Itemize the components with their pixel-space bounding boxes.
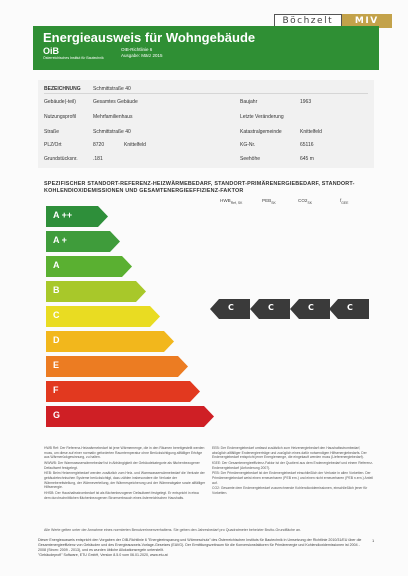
energy-class-bar <box>46 306 160 327</box>
definitions <box>44 446 374 528</box>
guideline-edition: Ausgabe: März 2015 <box>121 53 163 58</box>
certificate-header <box>33 26 379 70</box>
note-wwwb: WWWB: Der Warmwasserwärmebedarf ist in Abhängigkeit der Gebäudekategorie als flächenbezogener Defaultwert festgelegt. <box>44 460 200 470</box>
energy-class-bar <box>46 356 188 377</box>
label-year-built: Baujahr <box>240 99 258 105</box>
note-peb: PEB: Der Primärenergiebedarf ist der Endenergiebedarf einschließlich der Verluste in allen Vorketten. Der Primärenergiebedarf weist einen erneuerbaren (PEB ern.) und einen nicht erneuerbaren (PEB n.ern.) Anteil auf. <box>212 471 373 485</box>
energy-class-label: E <box>53 360 60 370</box>
energy-class-bar <box>46 231 120 252</box>
label-usage-profile: Nutzungsprofil <box>44 114 76 120</box>
energy-class-label: F <box>53 385 59 395</box>
rating-indicator-label: C <box>308 303 314 312</box>
energy-class-arrow <box>46 331 174 352</box>
note-hhsb: HHSB: Der Haushaltsstrombedarf ist als flächenbezogener Defaultwert festgelegt. Er entspricht in etwa dem durchschnittlichen flächenbezogenen Stromverbrauch eines österreichischen Haushalts. <box>44 490 199 500</box>
note-co2: CO2: Gesamte dem Endenergiebedarf zuzurechnende Kohlendioxidemissionen, einschließlich jener für Vorketten. <box>212 486 368 495</box>
note-fgee: fGEE: Der Gesamtenergieeffizienz-Faktor ist der Quotient aus dem Endenergiebedarf und einem Referenz-Endenergiebedarf (Anforderung 2007). <box>212 460 374 470</box>
value-postcode: 8720 <box>93 142 105 148</box>
label-last-change: Letzte Veränderung <box>240 114 284 120</box>
note-eeb: EEB: Der Endenergiebedarf umfasst zusätzlich zum Heizenergiebedarf den Haushaltsstrombedarf, abzüglich allfälliger Endenergieerträge und zuzüglich eines dafür notwendigen Hilfsenergiebedarfs. Der Endenergiebedarf entspricht jener Energiemenge, die eingekauft werden muss (Lieferenergiebedarf). <box>212 446 367 460</box>
building-info-table <box>38 80 374 168</box>
label-street: Straße <box>44 129 60 135</box>
energy-class-arrow <box>46 281 146 302</box>
rating-indicator <box>210 299 254 319</box>
energy-class-label: B <box>53 285 60 295</box>
value-kg-number: 65116 <box>300 142 314 148</box>
column-header-fgee: $f_{GEE}$ <box>340 198 349 205</box>
rating-indicator <box>290 299 334 319</box>
rating-indicator <box>250 299 294 319</box>
rating-indicator-label: C <box>268 303 274 312</box>
value-year-built: 1963 <box>300 99 312 105</box>
energy-class-bar <box>46 206 108 227</box>
energy-class-arrow <box>46 406 214 427</box>
energy-class-bar <box>46 381 200 402</box>
energy-class-arrow <box>46 381 200 402</box>
note-heb: HEB: Beim Heizenergiebedarf werden zusätzlich zum Heiz- und Warmwasserwärmebedarf die Verluste der gebäudetechnischen Systeme berücksichtigt, dazu zählen insbesondere die Verluste der Wärmebereitstellung, der Wärmeverteilung, der Wärmespeicherung und der Wärmeabgabe sowie allfälliger Hilfsenergie. <box>44 471 206 490</box>
legal-text: Dieser Energieausweis entspricht den Vorgaben der OIB-Richtlinie 6 "Energieeinsparung und Wärmeschutz" des Österreichischen Instituts für Bautechnik in Umsetzung der Richtlinie 2010/31/EU über die Gesamtenergieeffizienz von Gebäuden und des Energieausweis-Vorlage-Gesetzes (EAVG). Der Ermittlungszeitraum für die Konversionsfaktoren für Primärenergie und Kohlendioxidemissionen ist 2004 - 2008 (Strom: 2009 - 2013), und es wurden übliche Allokationsregeln unterstellt. <box>38 538 362 552</box>
definitions-right <box>212 446 374 497</box>
label-kg-number: KG-Nr. <box>240 142 256 148</box>
value-designation: Schmittstraße 40 <box>93 86 131 92</box>
energy-class-label: A + <box>53 235 67 245</box>
energy-class-arrow <box>46 356 188 377</box>
software-credit: "GebäudeprofI" Software, ETU GmbH, Version 8.5.0 vom 06.01.2020, www.etu.at <box>38 553 168 557</box>
page-title: Energieausweis für Wohngebäude <box>43 30 256 45</box>
energy-class-bar <box>46 331 174 352</box>
value-street: Schmittstraße 40 <box>93 129 131 135</box>
label-plot-number: Grundstücksnr. <box>44 156 78 162</box>
values-footnote: Alle Werte gelten unter der Annahme eines normierten Benutzerinnenverhaltens. Sie geben den Jahresbedarf pro Quadratmeter beheizter Brutto-Grundfläche an. <box>44 528 302 532</box>
label-cadastral: Katastralgemeinde <box>240 129 282 135</box>
value-city: Knittelfeld <box>124 142 146 148</box>
energy-class-label: A ++ <box>53 210 73 220</box>
energy-class-label: G <box>53 410 61 420</box>
energy-class-arrow <box>46 306 160 327</box>
column-header-co2: $CO2_{SK}$ <box>298 198 312 205</box>
energy-section-title: SPEZIFISCHER STANDORT-REFERENZ-HEIZWÄRMEBEDARF, STANDORT-PRIMÄRENERGIEBEDARF, STANDORT-KOHLENDIOXIDEMISSIONEN UND GESAMTENERGIEEFFIZIENZ-FAKTOR <box>44 181 355 194</box>
value-usage-profile: Mehrfamilienhaus <box>93 114 133 120</box>
value-plot-number: .181 <box>93 156 103 162</box>
divider <box>44 93 368 94</box>
column-header-hwb: $HWB_{Ref, SK}$ <box>220 198 243 205</box>
energy-class-bar <box>46 256 132 277</box>
value-altitude: 645 m <box>300 156 314 162</box>
value-cadastral: Knittelfeld <box>300 129 322 135</box>
energy-class-label: A <box>53 260 60 270</box>
note-hwb: HWB Ref: Der Referenz-Heizwärmebedarf ist jene Wärmemenge, die in den Räumen bereitgestellt werden muss, um diese auf einer normativ geforderten Raumtemperatur ohne Berücksichtigung allfälliger Erträge aus Wärmerückgewinnung, zu halten. <box>44 446 205 460</box>
energy-class-bar <box>46 406 214 427</box>
label-altitude: Seehöhe <box>240 156 261 162</box>
brand-left: Böchzelt <box>274 14 342 28</box>
page-number: 1 <box>372 538 375 543</box>
energy-class-bar <box>46 281 146 302</box>
value-building-part: Gesamtes Gebäude <box>93 99 138 105</box>
rating-indicator-label: C <box>347 303 353 312</box>
energy-class-label: D <box>53 335 60 345</box>
column-header-peb: $PEB_{SK}$ <box>262 198 276 205</box>
legal-footer <box>38 538 368 558</box>
guideline-info <box>121 47 163 59</box>
label-postcode-city: PLZ/Ort <box>44 142 62 148</box>
label-designation: BEZEICHNUNG <box>44 86 81 92</box>
oib-logo: OiB <box>43 46 60 56</box>
brand-right: MIV <box>342 14 392 28</box>
definitions-left <box>44 446 206 501</box>
rating-indicator-label: C <box>228 303 234 312</box>
label-building-part: Gebäude(-teil) <box>44 99 76 105</box>
rating-indicator <box>329 299 373 319</box>
energy-class-label: C <box>53 310 60 320</box>
oib-logo-subtitle: Österreichisches Institut für Bautechnik <box>43 56 104 60</box>
guideline-name: OIB-Richtlinie 6 <box>121 47 153 52</box>
